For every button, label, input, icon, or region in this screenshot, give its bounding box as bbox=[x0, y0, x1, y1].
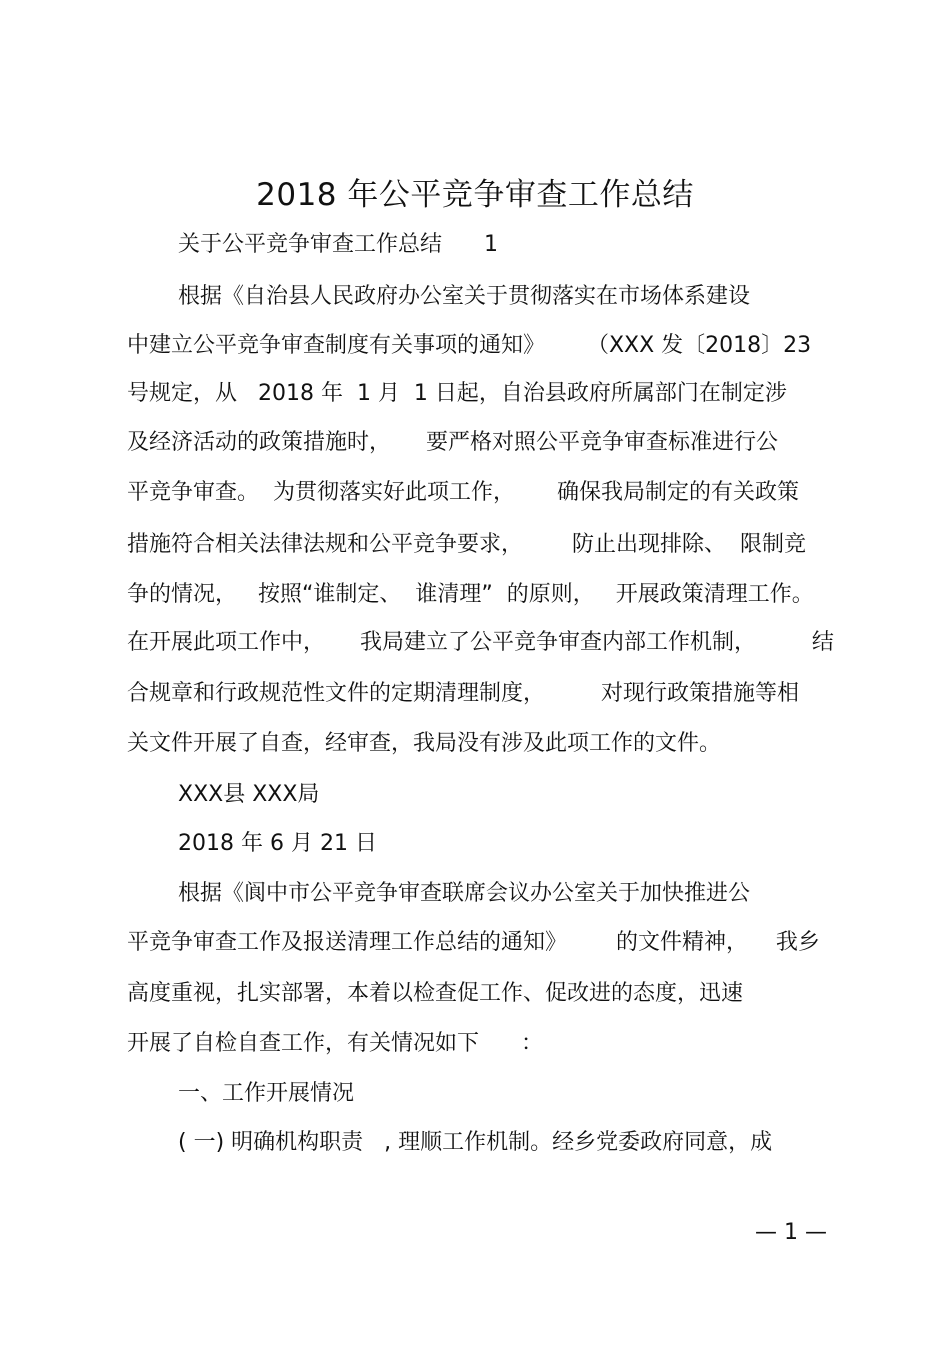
signature-org: XXX县 XXX局 bbox=[178, 782, 320, 807]
paragraph-line: 开展了自检自查工作，有关情况如下 ： bbox=[127, 1031, 543, 1056]
paragraph-line: 合规章和行政规范性文件的定期清理制度， 对现行政策措施等相 bbox=[127, 681, 799, 706]
paragraph-line: 根据《自治县人民政府办公室关于贯彻落实在市场体系建设 bbox=[178, 284, 751, 309]
paragraph-line: 平竞争审查。 为贯彻落实好此项工作， 确保我局制定的有关政策 bbox=[127, 480, 799, 505]
paragraph-line: 中建立公平竞争审查制度有关事项的通知》 （XXX 发〔2018〕23 bbox=[127, 333, 812, 358]
paragraph-line: 争的情况， 按照“谁制定、 谁清理” 的原则， 开展政策清理工作。 bbox=[127, 582, 814, 607]
paragraph-line: 高度重视，扎实部署，本着以检查促工作、促改进的态度，迅速 bbox=[127, 981, 744, 1006]
paragraph-line: 根据《阆中市公平竞争审查联席会议办公室关于加快推进公 bbox=[178, 881, 751, 906]
paragraph-line: ( 一) 明确机构职责 , 理顺工作机制。经乡党委政府同意，成 bbox=[178, 1130, 773, 1155]
document-title: 2018 年公平竞争审查工作总结 bbox=[256, 177, 694, 213]
paragraph-line: 措施符合相关法律法规和公平竞争要求， 防止出现排除、 限制竞 bbox=[127, 532, 806, 557]
paragraph-line: 及经济活动的政策措施时， 要严格对照公平竞争审查标准进行公 bbox=[127, 430, 778, 455]
paragraph-line: 平竞争审查工作及报送清理工作总结的通知》 的文件精神， 我乡 bbox=[127, 930, 820, 955]
paragraph-line: 在开展此项工作中， 我局建立了公平竞争审查内部工作机制， 结 bbox=[127, 630, 834, 655]
section-heading: 一、工作开展情况 bbox=[178, 1081, 355, 1106]
page-number: — 1 — bbox=[755, 1220, 827, 1245]
subtitle-line: 关于公平竞争审查工作总结 1 bbox=[178, 232, 498, 257]
paragraph-line: 号规定，从 2018 年 1 月 1 日起，自治县政府所属部门在制定涉 bbox=[127, 381, 787, 406]
paragraph-line: 关文件开展了自查，经审查，我局没有涉及此项工作的文件。 bbox=[127, 731, 722, 756]
signature-date: 2018 年 6 月 21 日 bbox=[178, 831, 377, 856]
